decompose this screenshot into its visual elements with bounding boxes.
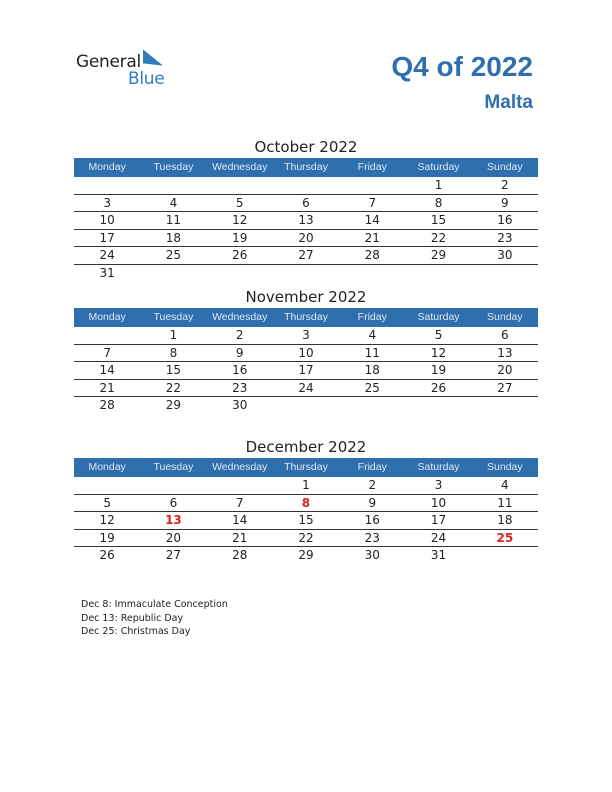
empty-day-cell [74,327,140,344]
holiday-note: Dec 25: Christmas Day [81,626,191,637]
logo [76,52,186,92]
day-cell: 8 [301,495,311,510]
week-row [74,247,538,265]
day-cell: 29 [430,248,447,262]
month-title: November 2022 [245,288,367,306]
day-cell: 7 [368,195,377,210]
day-cell: 7 [235,495,244,510]
holiday-note: Dec 8: Immaculate Conception [81,599,228,610]
day-cell: 26 [430,380,447,395]
logo-word-general: General [76,52,141,72]
day-cell: 21 [232,530,248,545]
day-cell: 29 [298,548,314,562]
weekday-label: Saturday [417,161,460,173]
day-cell: 17 [298,363,314,377]
empty-day-cell [472,265,538,282]
day-cell: 9 [235,345,244,360]
day-cell: 4 [368,328,377,342]
day-cell: 16 [232,363,248,377]
day-cell: 12 [99,513,115,527]
day-cell: 20 [497,363,513,377]
day-cell: 20 [298,230,314,245]
day-cell: 31 [99,265,115,280]
month-october [74,136,538,281]
day-cell: 1 [302,478,310,492]
empty-day-cell [74,477,140,494]
country-name: Malta [484,92,533,113]
day-cell: 15 [298,513,314,527]
weekday-label: Friday [357,311,387,323]
day-cell: 6 [302,195,310,210]
day-cell: 13 [298,213,314,227]
day-cell: 30 [497,248,513,262]
day-cell: 29 [165,398,182,412]
empty-day-cell [207,265,273,282]
weekday-label: Friday [357,461,387,473]
page-title: Q4 of 2022 [391,51,533,82]
weekday-label: Sunday [487,311,523,323]
day-cell: 12 [430,345,447,360]
day-cell: 18 [497,513,513,527]
day-cell: 27 [497,380,513,395]
day-cell: 9 [501,195,509,210]
day-cell: 6 [169,495,178,510]
weekday-label: Monday [88,311,126,323]
day-cell: 19 [430,363,447,377]
weekday-header [74,308,538,327]
day-cell: 28 [99,398,115,412]
day-cell: 15 [430,213,447,227]
weekday-header [74,158,538,177]
week-row [74,345,538,363]
weekday-label: Thursday [284,311,328,323]
empty-day-cell [273,177,339,194]
weekday-label: Saturday [417,311,460,323]
day-cell: 8 [434,195,443,210]
weekday-label: Friday [357,161,387,173]
day-cell: 5 [103,495,111,510]
week-row [74,362,538,380]
day-cell: 18 [165,230,182,245]
day-cell: 31 [430,548,447,562]
day-cell: 24 [430,530,447,545]
week-row [74,177,538,195]
day-cell: 1 [434,178,443,192]
day-cell: 5 [235,195,244,210]
day-cell: 4 [169,195,178,210]
day-cell: 2 [501,178,509,192]
day-cell: 25 [496,530,514,545]
day-cell: 9 [368,495,377,510]
day-cell: 25 [364,380,380,395]
day-cell: 24 [298,380,314,395]
day-cell: 22 [430,230,447,245]
weekday-label: Sunday [487,461,523,473]
empty-day-cell [405,265,471,282]
day-cell: 4 [501,478,509,492]
empty-day-cell [339,177,405,194]
day-cell: 13 [497,345,513,360]
week-row [74,212,538,230]
weekday-label: Saturday [417,461,460,473]
week-row [74,265,538,282]
day-cell: 2 [368,478,377,492]
month-title: December 2022 [245,438,367,456]
day-cell: 5 [434,328,443,342]
holiday-note: Dec 13: Republic Day [81,612,184,624]
day-cell: 23 [364,530,380,545]
week-row [74,477,538,495]
empty-day-cell [140,265,206,282]
day-cell: 10 [298,345,314,360]
day-cell: 15 [165,363,182,377]
day-cell: 11 [497,495,513,510]
week-row [74,512,538,530]
day-cell: 26 [232,248,248,262]
day-cell: 18 [364,363,380,377]
weekday-label: Thursday [284,161,328,173]
empty-day-cell [472,397,538,414]
weekday-label: Monday [88,161,126,173]
week-row [74,327,538,345]
day-cell: 27 [165,548,182,562]
day-cell: 30 [364,548,380,562]
day-cell: 14 [99,363,115,377]
empty-day-cell [207,477,273,494]
day-cell: 11 [165,213,182,227]
day-cell: 30 [232,398,248,412]
day-cell: 14 [364,213,380,227]
weekday-label: Sunday [487,161,523,173]
day-cell: 25 [165,248,182,262]
day-cell: 13 [165,513,182,527]
weekday-label: Tuesday [153,161,194,173]
empty-day-cell [207,177,273,194]
week-row [74,397,538,414]
day-cell: 6 [501,328,509,342]
week-row [74,530,538,548]
weekday-label: Tuesday [153,311,194,323]
day-cell: 27 [298,248,314,262]
day-cell: 10 [99,213,115,227]
day-cell: 28 [364,248,380,262]
day-cell: 10 [430,495,447,510]
empty-day-cell [140,477,206,494]
day-cell: 7 [103,345,111,360]
day-cell: 3 [103,195,111,210]
day-cell: 21 [99,380,115,395]
week-row [74,380,538,398]
week-row [74,195,538,213]
empty-day-cell [273,265,339,282]
day-cell: 28 [232,548,248,562]
day-cell: 23 [497,230,513,245]
week-row [74,495,538,513]
day-cell: 11 [364,345,380,360]
day-cell: 14 [232,513,248,527]
day-cell: 23 [232,380,248,395]
day-cell: 17 [430,513,447,527]
empty-day-cell [140,177,206,194]
day-cell: 12 [232,213,248,227]
empty-day-cell [472,547,538,564]
month-title: October 2022 [254,138,358,156]
day-cell: 2 [235,328,244,342]
empty-day-cell [339,397,405,414]
month-november [74,286,538,414]
weekday-label: Monday [88,461,126,473]
weekday-label: Wednesday [212,161,268,173]
day-cell: 3 [434,478,443,492]
empty-day-cell [339,265,405,282]
day-cell: 20 [165,530,182,545]
day-cell: 21 [364,230,380,245]
empty-day-cell [74,177,140,194]
empty-day-cell [273,397,339,414]
day-cell: 16 [497,213,513,227]
day-cell: 24 [99,248,115,262]
holiday-notes [81,598,228,639]
weekday-label: Tuesday [153,461,194,473]
day-cell: 19 [232,230,248,245]
day-cell: 8 [169,345,178,360]
weekday-label: Wednesday [212,461,268,473]
day-cell: 16 [364,513,380,527]
day-cell: 1 [169,328,178,342]
weekday-header [74,458,538,477]
day-cell: 22 [165,380,182,395]
day-cell: 22 [298,530,314,545]
week-row [74,230,538,248]
day-cell: 17 [99,230,115,245]
day-cell: 3 [302,328,310,342]
day-cell: 19 [99,530,115,545]
weekday-label: Thursday [284,461,328,473]
logo-word-blue: Blue [128,69,165,89]
month-december [74,436,538,564]
weekday-label: Wednesday [212,311,268,323]
day-cell: 26 [99,548,115,562]
week-row [74,547,538,564]
empty-day-cell [405,397,471,414]
